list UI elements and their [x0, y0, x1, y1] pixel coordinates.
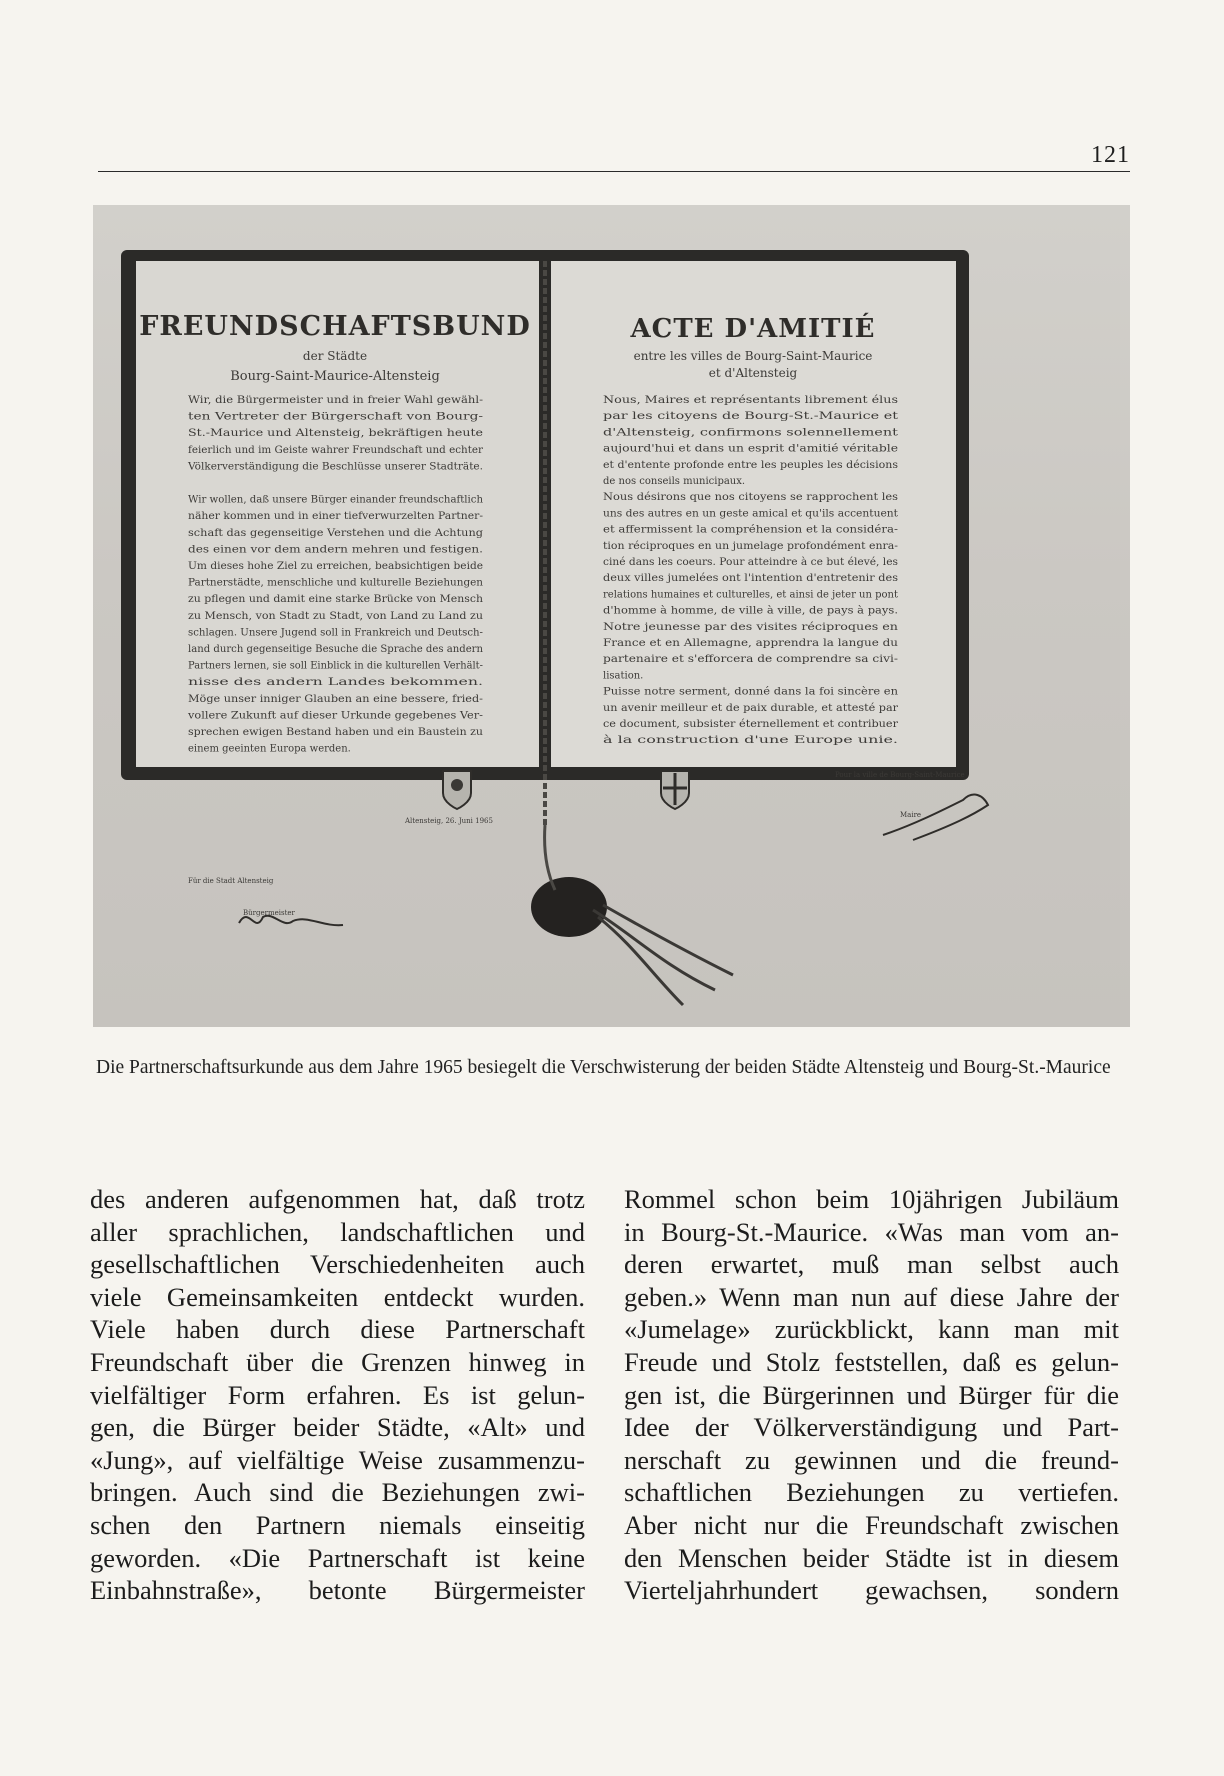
right-page-text-line: Nous désirons que nos citoyens se rapprochent les: [603, 492, 898, 504]
right-page-footer: Pour la ville de Bourg-Saint-Maurice: [835, 771, 965, 779]
right-page-signature-role: Maire: [900, 811, 922, 819]
right-page-text-line: uns des autres en un geste amical et qu'ils accentuent: [603, 508, 898, 520]
right-page-text-line: deux villes jumelées ont l'intention d'entretenir des: [603, 573, 898, 585]
left-page-text-line: einem geeinten Europa werden.: [188, 743, 351, 755]
body-text-line: Aber nicht nur die Freundschaft zwischen: [624, 1509, 1119, 1540]
left-page-text-line: nisse des andern Landes bekommen.: [188, 677, 483, 689]
right-page-text-line: et d'entente profonde entre les peuples les décisions: [603, 459, 898, 471]
body-text-line: gen ist, die Bürgerinnen und Bürger für die: [624, 1379, 1119, 1410]
left-page-text-line: vollere Zukunft auf dieser Urkunde gegebenes Ver-: [186, 710, 483, 722]
body-left-column: [90, 1183, 585, 1607]
right-page-subtitle-2: et d'Altensteig: [708, 366, 798, 380]
body-text-line: geworden. «Die Partnerschaft ist keine: [90, 1542, 585, 1573]
right-page-text-line: relations humaines et culturelles, et ainsi de jeter un pont: [603, 589, 898, 601]
seal-tassel: [593, 905, 733, 1005]
left-page-title: FREUNDSCHAFTSBUND: [139, 311, 531, 342]
left-page-subtitle-2: Bourg-Saint-Maurice-Altensteig: [230, 369, 440, 384]
body-text-line: bringen. Auch sind die Beziehungen zwi-: [90, 1477, 585, 1508]
left-page-text-line: Partners lernen, sie soll Einblick in die kulturellen Verhält-: [188, 660, 483, 672]
left-page-text-line: zu Mensch, von Stadt zu Stadt, von Land zu Land zu: [188, 610, 484, 622]
left-page-text-line: land durch gegenseitige Besuche die Sprache des andern: [188, 644, 484, 655]
body-right-column: [624, 1183, 1119, 1607]
right-page-text-line: un avenir meilleur et de paix durable, et attesté par: [603, 702, 899, 714]
right-page-text-line: d'Altensteig, confirmons solennellement: [603, 427, 898, 439]
left-page-subtitle-1: der Städte: [302, 349, 368, 363]
body-text-line: vielfältiger Form erfahren. Es ist gelun-: [90, 1379, 585, 1410]
right-page-text-line: aujourd'hui et dans un esprit d'amitié véritable: [603, 443, 899, 455]
right-page-text-line: de nos conseils municipaux.: [603, 476, 746, 487]
right-page-text-line: ciné dans les coeurs. Pour atteindre à ce but élevé, les: [603, 557, 898, 568]
body-text-line: gen, die Bürger beider Städte, «Alt» und: [90, 1412, 585, 1443]
left-page-text-line: feierlich und im Geiste wahrer Freundschaft und echter: [188, 444, 484, 456]
bourg-st-maurice-coat-of-arms: [661, 771, 689, 809]
left-page-signature-role: Bürgermeister: [243, 909, 295, 917]
body-text-line: Vierteljahrhundert gewachsen, sondern: [624, 1575, 1119, 1606]
left-page-footer: Für die Stadt Altensteig: [188, 877, 274, 885]
photo-caption: Die Partnerschaftsurkunde aus dem Jahre 1965 besiegelt die Verschwisterung der beiden Städte Altensteig und Bourg-St.-Maurice: [96, 1057, 1111, 1078]
body-text-line: «Jumelage» zurückblickt, kann man mit: [624, 1314, 1119, 1345]
wax-seal: [531, 877, 607, 937]
right-signature: [883, 795, 988, 840]
left-page-text-line: Partnerstädte, menschliche und kulturelle Beziehungen: [188, 577, 484, 589]
right-page-text-line: à la construction d'une Europe unie.: [603, 735, 898, 747]
body-text-line: Freundschaft über die Grenzen hinweg in: [90, 1346, 585, 1377]
left-page-text-line: ten Vertreter der Bürgerschaft von Bourg-: [188, 411, 483, 423]
body-text-line: viele Gemeinsamkeiten entdeckt wurden.: [90, 1281, 585, 1312]
left-page-text-line: zu pflegen und damit eine starke Brücke von Mensch: [188, 594, 484, 606]
right-page-text-line: France et en Allemagne, apprendra la langue du: [603, 638, 899, 649]
body-text-line: «Jung», auf vielfältige Weise zusammenzu-: [90, 1444, 585, 1475]
body-text-line: geben.» Wenn man nun auf diese Jahre der: [624, 1281, 1119, 1312]
right-page-text-line: lisation.: [603, 670, 644, 682]
right-page-subtitle-1: entre les villes de Bourg-Saint-Maurice: [633, 349, 873, 363]
right-page-text-line: Nous, Maires et représentants librement élus: [603, 395, 898, 406]
left-page-text-line: Wir wollen, daß unsere Bürger einander freundschaftlich: [188, 494, 484, 506]
right-page-text-line: tion réciproques en un jumelage profondément enra-: [603, 540, 898, 552]
left-page-place-date: Altensteig, 26. Juni 1965: [405, 817, 493, 825]
body-text-line: in Bourg-St.-Maurice. «Was man vom an-: [624, 1216, 1119, 1247]
right-page-text-line: Puisse notre serment, donné dans la foi sincère en: [603, 686, 899, 698]
left-page-text-line: Völkerverständigung die Beschlüsse unserer Stadträte.: [186, 461, 483, 473]
left-page-text-line: näher kommen und in einer tiefverwurzelten Partner-: [188, 511, 483, 523]
left-signature: [239, 916, 343, 925]
page-number: 121: [1091, 142, 1130, 168]
right-page-text-line: d'homme à homme, de ville à ville, de pays à pays.: [603, 605, 898, 617]
right-page-text-line: ce document, subsister éternellement et contribuer: [603, 719, 899, 730]
left-page-text-line: schlagen. Unsere Jugend soll in Frankreich und Deutsch-: [188, 627, 483, 639]
right-page-text-line: par les citoyens de Bourg-St.-Maurice et: [603, 411, 898, 423]
header-rule: [98, 171, 1130, 172]
altensteig-coat-of-arms: [443, 771, 471, 809]
body-text-line: Idee der Völkerverständigung und Part-: [624, 1412, 1119, 1443]
right-page-text-line: Notre jeunesse par des visites réciproques en: [603, 621, 899, 633]
body-text-line: deren erwartet, muß man selbst auch: [624, 1249, 1119, 1280]
body-text-line: nerschaft zu gewinnen und die freund-: [624, 1444, 1119, 1475]
body-text-line: Freude und Stolz feststellen, daß es gelun-: [624, 1346, 1119, 1377]
body-text-line: Viele haben durch diese Partnerschaft: [90, 1314, 585, 1345]
left-page-text-line: sprechen ewigen Bestand haben und ein Baustein zu: [188, 727, 484, 738]
body-text-line: Rommel schon beim 10jährigen Jubiläum: [624, 1184, 1119, 1214]
left-page-text-line: Möge unser inniger Glauben an eine bessere, fried-: [188, 693, 483, 705]
body-text-line: Einbahnstraße», betonte Bürgermeister: [90, 1575, 585, 1606]
body-text-line: aller sprachlichen, landschaftlichen und: [90, 1216, 585, 1247]
left-page-text-line: schaft das gegenseitige Verstehen und die Achtung: [188, 527, 484, 539]
right-page-text-line: partenaire et s'efforcera de comprendre sa civi-: [603, 654, 898, 666]
left-page-text-line: des einen vor dem andern mehren und festigen.: [188, 544, 483, 556]
right-page-title: ACTE D'AMITIÉ: [630, 314, 876, 344]
charter-image: [93, 205, 1130, 1027]
body-text-line: des anderen aufgenommen hat, daß trotz: [90, 1184, 585, 1214]
left-page-text-line: Um dieses hohe Ziel zu erreichen, beabsichtigen beide: [188, 561, 484, 572]
body-text-line: schen den Partnern niemals einseitig: [90, 1509, 585, 1540]
document-photo: [93, 205, 1130, 1027]
body-text-line: gesellschaftlichen Verschiedenheiten auch: [90, 1249, 585, 1280]
left-page-text-line: Wir, die Bürgermeister und in freier Wahl gewähl-: [188, 395, 483, 406]
left-page-text-line: St.-Maurice und Altensteig, bekräftigen heute: [188, 428, 484, 440]
right-page-text-line: et affermissent la compréhension et la considéra-: [603, 524, 898, 536]
body-text-line: den Menschen beider Städte ist in diesem: [624, 1542, 1119, 1573]
body-text-line: schaftlichen Beziehungen zu vertiefen.: [624, 1477, 1119, 1508]
